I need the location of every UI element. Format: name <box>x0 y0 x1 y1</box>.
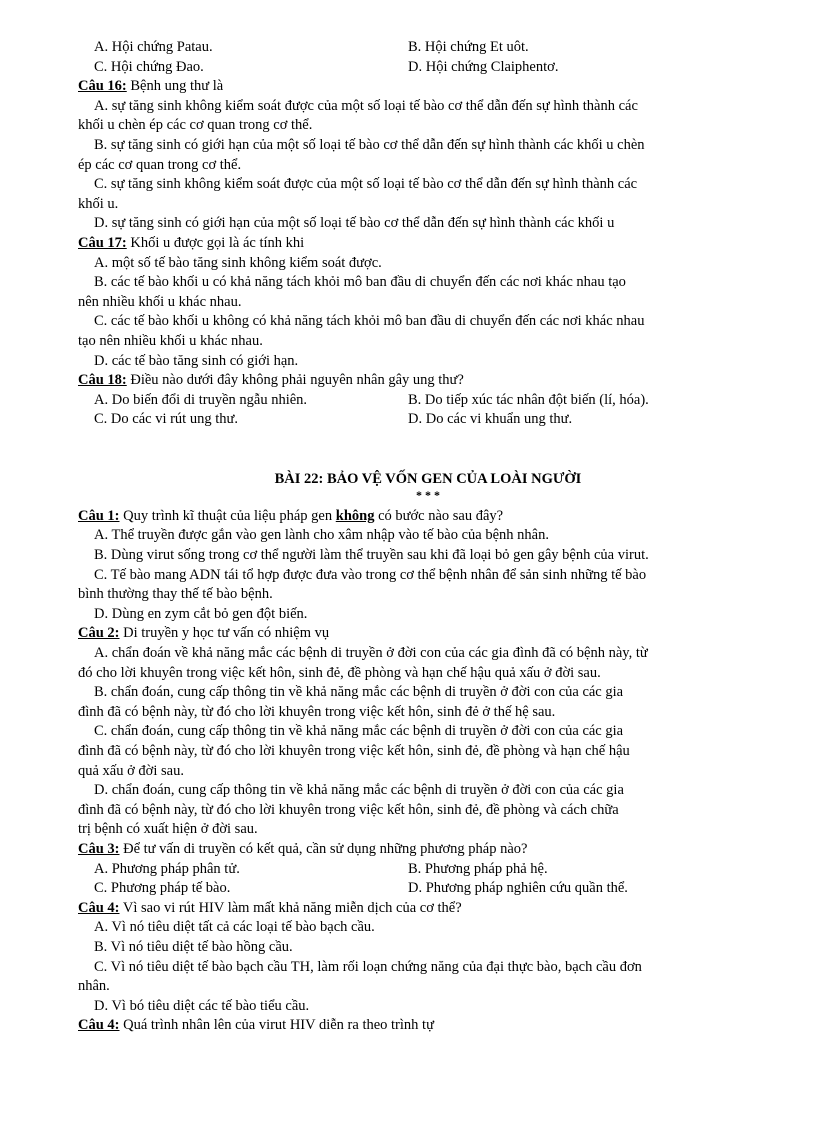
option-a: A. sự tăng sinh không kiểm soát được của một số loại tế bào cơ thể dẫn đến sự hình thành các <box>94 97 638 114</box>
question-text: Vì sao vi rút HIV làm mất khả năng miễn dịch của cơ thể? <box>119 899 462 916</box>
question-label: Câu 4: <box>78 1017 120 1034</box>
option-a: A. Phương pháp phân tử. <box>94 860 240 877</box>
option-c: C. sự tăng sinh không kiểm soát được của một số loại tế bào cơ thể dẫn đến sự hình thành các <box>94 176 638 193</box>
question-label: Câu 2: <box>78 625 120 642</box>
option-a-cont: đó cho lời khuyên trong việc kết hôn, sinh đẻ, đề phòng và hạn chế hậu quả xấu ở đời sau. <box>78 664 601 681</box>
option-c-cont: đình đã có bệnh này, từ đó cho lời khuyên trong việc kết hôn, sinh đẻ, đề phòng và hạn chế hậu <box>78 743 630 759</box>
question-label: Câu 17: <box>78 234 127 251</box>
option-c: C. Tế bào mang ADN tái tổ hợp được đưa vào trong cơ thể bệnh nhân để sản sinh những tế bào <box>94 566 647 583</box>
option-b: B. Phương pháp phả hệ. <box>408 860 548 877</box>
option-a: A. chẩn đoán về khả năng mắc các bệnh di truyền ở đời con của các gia đình đã có bệnh này, từ <box>94 645 648 662</box>
option-a-cont: khối u chèn ép các cơ quan trong cơ thể. <box>78 117 313 134</box>
option-c-cont: tạo nên nhiều khối u khác nhau. <box>78 332 263 349</box>
question-label: Câu 4: <box>78 899 120 916</box>
question-text: Quá trình nhân lên của virut HIV diễn ra theo trình tự <box>119 1017 434 1034</box>
option-a: A. Do biến đổi di truyền ngẫu nhiên. <box>94 391 308 408</box>
option-b: B. Dùng virut sống trong cơ thể người làm thể truyền sau khi đã loại bỏ gen gây bệnh của virut. <box>94 547 649 564</box>
option-b: B. Vì nó tiêu diệt tế bào hồng cầu. <box>94 938 293 955</box>
option-row <box>78 391 778 411</box>
option-a: A. Vì nó tiêu diệt tất cả các loại tế bào bạch cầu. <box>94 919 375 936</box>
option-d: D. chẩn đoán, cung cấp thông tin về khả năng mắc các bệnh di truyền ở đời con của các gia <box>94 782 624 799</box>
option-b: B. Hội chứng Et uôt. <box>408 39 529 55</box>
question-text: Di truyền y học tư vấn có nhiệm vụ <box>119 625 330 642</box>
question-emphasis: không <box>335 507 375 524</box>
option-d: D. các tế bào tăng sinh có giới hạn. <box>94 352 299 369</box>
option-c: C. chẩn đoán, cung cấp thông tin về khả năng mắc các bệnh di truyền ở đời con của các gia <box>94 723 624 740</box>
option-row <box>78 58 778 78</box>
option-row <box>78 410 778 430</box>
section-stars: * * * <box>416 487 440 502</box>
option-a: A. một số tế bào tăng sinh không kiểm soát được. <box>94 254 382 271</box>
option-b: B. các tế bào khối u có khả năng tách khỏi mô ban đầu di chuyển đến các nơi khác nhau tạo <box>94 274 626 291</box>
question-4 <box>78 899 778 919</box>
option-d: D. Hội chứng Claiphentơ. <box>408 58 559 75</box>
option-c-cont: quả xấu ở đời sau. <box>78 762 184 779</box>
option-c-cont: nhân. <box>78 978 110 995</box>
option-b-cont: nên nhiều khối u khác nhau. <box>78 293 242 310</box>
option-c-cont: khối u. <box>78 195 119 212</box>
option-c: C. Do các vi rút ung thư. <box>94 411 238 428</box>
option-row <box>78 860 778 880</box>
option-b: B. Do tiếp xúc tác nhân đột biến (lí, hóa). <box>408 391 649 408</box>
question-2 <box>78 624 778 644</box>
question-label: Câu 1: <box>78 507 120 524</box>
option-d: D. Do các vi khuẩn ung thư. <box>408 411 573 428</box>
option-d: D. Vì bó tiêu diệt các tế bào tiểu cầu. <box>94 997 310 1014</box>
option-a: A. Hội chứng Patau. <box>94 39 213 55</box>
question-17 <box>78 234 778 254</box>
option-c-cont: bình thường thay thế tế bào bệnh. <box>78 586 273 603</box>
question-4b <box>78 1016 778 1036</box>
question-text: Điều nào dưới đây không phải nguyên nhân gây ung thư? <box>126 372 464 389</box>
question-text-end: có bước nào sau đây? <box>374 507 504 524</box>
option-b-cont: ép các cơ quan trong cơ thể. <box>78 156 242 173</box>
question-16 <box>78 77 778 97</box>
option-d-cont: trị bệnh có xuất hiện ở đời sau. <box>78 821 258 838</box>
option-c: C. Vì nó tiêu diệt tế bào bạch cầu TH, làm rối loạn chứng năng của đại thực bào, bạch cầu đơn <box>94 958 642 975</box>
question-label: Câu 3: <box>78 840 120 857</box>
question-text: Quy trình kĩ thuật của liệu pháp gen <box>119 507 336 524</box>
option-d: D. sự tăng sinh có giới hạn của một số loại tế bào cơ thể dẫn đến sự hình thành các khối u <box>94 215 615 232</box>
option-d: D. Phương pháp nghiên cứu quần thể. <box>408 880 628 897</box>
option-b: B. chẩn đoán, cung cấp thông tin về khả năng mắc các bệnh di truyền ở đời con của các gia <box>94 684 624 701</box>
option-b: B. sự tăng sinh có giới hạn của một số loại tế bào cơ thể dẫn đến sự hình thành các khối u chèn <box>94 136 645 153</box>
question-text: Khối u được gọi là ác tính khi <box>126 234 305 251</box>
option-c: C. Hội chứng Đao. <box>94 58 204 75</box>
document-page <box>78 38 778 1036</box>
option-c: C. Phương pháp tế bào. <box>94 880 231 897</box>
question-3 <box>78 840 778 860</box>
option-c: C. các tế bào khối u không có khả năng tách khỏi mô ban đầu di chuyển đến các nơi khác nhau <box>94 313 645 330</box>
question-text: Để tư vấn di truyền có kết quả, cần sử dụng những phương pháp nào? <box>119 840 528 857</box>
option-a: A. Thể truyền được gắn vào gen lành cho xâm nhập vào tế bào của bệnh nhân. <box>94 527 549 544</box>
question-label: Câu 18: <box>78 372 127 389</box>
question-text: Bệnh ung thư là <box>126 78 224 95</box>
question-18 <box>78 371 778 391</box>
option-d: D. Dùng en zym cắt bỏ gen đột biến. <box>94 605 308 622</box>
question-label: Câu 16: <box>78 78 127 95</box>
option-row <box>78 38 778 58</box>
option-b-cont: đình đã có bệnh này, từ đó cho lời khuyên trong việc kết hôn, sinh đẻ ở thế hệ sau. <box>78 703 556 720</box>
option-row <box>78 879 778 899</box>
section-title: BÀI 22: BẢO VỆ VỐN GEN CỦA LOÀI NGƯỜI <box>274 470 582 487</box>
question-1 <box>78 507 778 527</box>
option-d-cont: đình đã có bệnh này, từ đó cho lời khuyên trong việc kết hôn, sinh đẻ, đề phòng và cách chữa <box>78 801 619 818</box>
